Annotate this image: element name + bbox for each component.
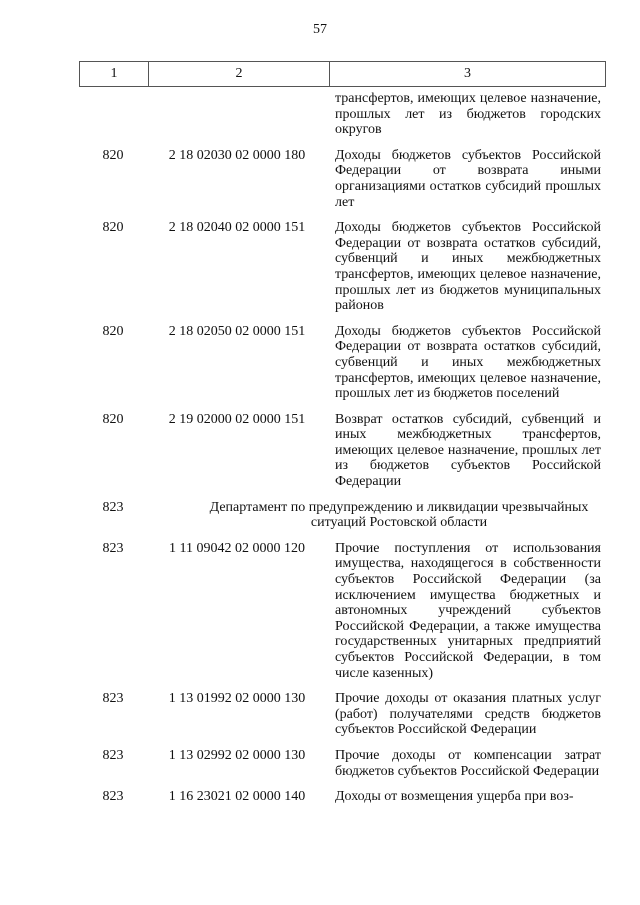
admin-code: 823 <box>102 789 124 805</box>
revenue-code: 1 13 02992 02 0000 130 <box>168 747 306 763</box>
revenue-description: Доходы бюджетов субъектов Российской Федерации от возврата остатков субсидий, субвенций и иных межбюджетных трансфертов, имеющих целевое назначение, прошлых лет из бюджетов поселений <box>335 323 601 402</box>
revenue-code: 1 11 09042 02 0000 120 <box>169 540 305 556</box>
revenue-description: Доходы бюджетов субъектов Российской Федерации от возврата иными организациями остатков субсидий прошлых лет <box>335 147 601 210</box>
admin-code: 823 <box>102 540 124 556</box>
admin-code: 820 <box>102 147 124 163</box>
revenue-code: 1 16 23021 02 0000 140 <box>168 789 306 805</box>
admin-code: 823 <box>102 691 124 707</box>
revenue-description: Прочие доходы от компенсации затрат бюджетов субъектов Российской Федерации <box>335 747 601 779</box>
revenue-code: 2 18 02030 02 0000 180 <box>168 147 306 163</box>
revenue-description: Прочие поступления от использования имущества, находящегося в собственности субъектов Российской Федерации (за исключением имущества бюджетных и автономных учреждений субъектов Российской Федерации, а также имущества государственных унитарных предприятий субъектов Российской Федерации, в том числе казенных) <box>335 540 601 681</box>
department-row <box>79 500 606 531</box>
column-header-3: 3 <box>330 62 606 87</box>
admin-code: 820 <box>102 323 124 339</box>
table-body <box>79 91 606 805</box>
continuation-text: трансфертов, имеющих целевое назначение, прошлых лет из бюджетов городских округов <box>335 91 601 138</box>
revenue-description: Возврат остатков субсидий, субвенций и иных межбюджетных трансфертов, имеющих целевое назначение, прошлых лет из бюджетов субъектов Российской Федерации <box>335 411 601 490</box>
admin-code: 823 <box>102 499 124 515</box>
table-header <box>79 61 606 87</box>
revenue-code: 2 18 02050 02 0000 151 <box>168 323 306 339</box>
revenue-code: 1 13 01992 02 0000 130 <box>168 691 306 707</box>
table-row <box>79 324 606 402</box>
admin-code: 820 <box>102 220 124 236</box>
revenue-description: Прочие доходы от оказания платных услуг (работ) получателями средств бюджетов субъектов Российской Федерации <box>335 691 601 738</box>
continuation-row <box>79 91 606 138</box>
department-name: Департамент по предупреждению и ликвидации чрезвычайных ситуаций Ростовской области <box>209 499 589 531</box>
table-row <box>79 541 606 681</box>
table-row <box>79 789 606 805</box>
table-row <box>79 412 606 490</box>
column-header-1: 1 <box>80 62 149 87</box>
table-row <box>79 691 606 738</box>
revenue-code: 2 18 02040 02 0000 151 <box>168 220 306 236</box>
table-row <box>79 148 606 210</box>
admin-code: 823 <box>102 747 124 763</box>
page-number: 57 <box>313 22 327 37</box>
revenue-code: 2 19 02000 02 0000 151 <box>168 411 306 427</box>
table-row <box>79 748 606 779</box>
revenue-description: Доходы от возмещения ущерба при воз- <box>335 789 574 805</box>
admin-code: 820 <box>102 411 124 427</box>
table-row <box>79 220 606 314</box>
revenue-description: Доходы бюджетов субъектов Российской Федерации от возврата остатков субсидий, субвенций и иных межбюджетных трансфертов, имеющих целевое назначение, прошлых лет из бюджетов муниципальных районов <box>335 220 601 314</box>
column-header-2: 2 <box>149 62 330 87</box>
